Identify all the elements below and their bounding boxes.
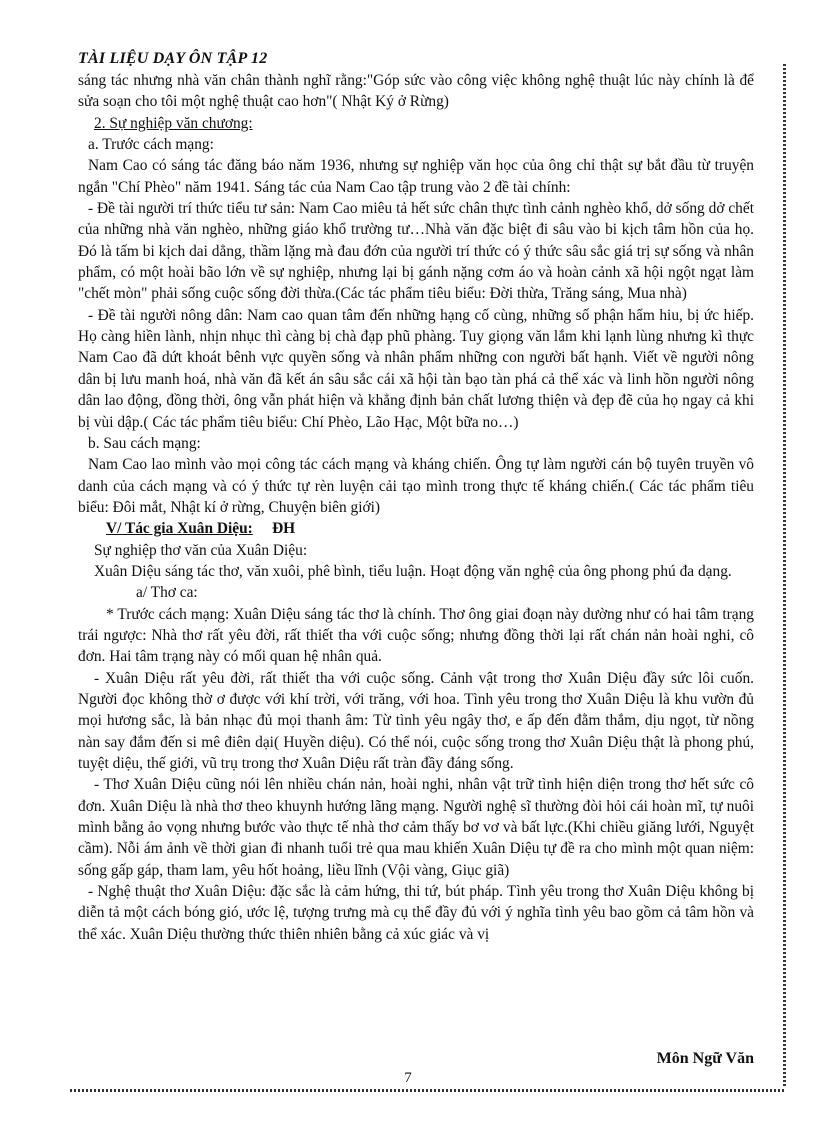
exam-tag: ĐH <box>272 520 296 538</box>
paragraph-xuan-dieu-overview: Xuân Diệu sáng tác thơ, văn xuôi, phê bình, tiểu luận. Hoạt động văn nghệ của ông phong phú đa dạng. <box>94 562 732 580</box>
section-heading-career-text: 2. Sự nghiệp văn chương: <box>94 114 253 132</box>
subheading-before-revolution: a. Trước cách mạng: <box>88 136 214 154</box>
paragraph-peasant-theme: - Đề tài người nông dân: Nam cao quan tâm đến những hạng cố cùng, những số phận hẩm hiu, bị ức hiếp. Họ càng hiền lành, nhịn nhục thì càng bị chà đạp phũ phàng. Tuy giọng văn lắm khi lạnh lùng nhưng kì thực Nam Cao đã dứt khoát bênh vực quyền sống và nhân phẩm những con người bất hạnh. Viết về người nông dân bị lưu manh hoá, nhà văn đã kết án sâu sắc cái xã hội tàn bạo tàn phá cả thể xác và linh hồn người nông dân lao động, đồng thời, ông vẫn phát hiện và khẳng định bản chất lương thiện và đẹp đẽ của họ ngay cả khi bị vùi dập.( Các tác phẩm tiêu biểu: Chí Phèo, Lão Hạc, Một bữa no…) <box>78 306 754 431</box>
page-number: 7 <box>404 1070 412 1086</box>
subheading-xuan-dieu-career: Sự nghiệp thơ văn của Xuân Diệu: <box>94 541 308 559</box>
subheading-after-revolution: b. Sau cách mạng: <box>88 434 201 452</box>
document-header-title: TÀI LIỆU DẠY ÔN TẬP 12 <box>78 50 268 67</box>
paragraph-despair: - Thơ Xuân Diệu cũng nói lên nhiều chán nản, hoài nghi, nhân vật trữ tình hiện diện trong thơ hết sức cô đơn. Xuân Diệu là nhà thơ theo khuynh hướng lãng mạng. Người nghệ sĩ thường đòi hỏi cái hoàn mĩ, tự nuôi mình bằng ảo vọng nhưng bước vào thực tế nhà thơ cảm thấy bơ vơ và bất lực.(Khi chiều giăng lưới, Nguyệt cầm). Nỗi ám ảnh về thời gian đi nhanh tuổi trẻ qua mau khiến Xuân Diệu tự đề ra cho mình một quan niệm: sống gấp gáp, tham lam, yêu hốt hoảng, liều lĩnh (Vội vàng, Giục giã) <box>78 776 754 879</box>
paragraph-after-revolution: Nam Cao lao mình vào mọi công tác cách mạng và kháng chiến. Ông tự làm người cán bộ tuyên truyền vô danh của cách mạng và có ý thức tự rèn luyện cải tạo mình trong thực tế kháng chiến.( Các tác phẩm tiêu biểu: Đôi mắt, Nhật kí ở rừng, Chuyện biên giới) <box>78 456 754 516</box>
paragraph-love-of-life: - Xuân Diệu rất yêu đời, rất thiết tha với cuộc sống. Cảnh vật trong thơ Xuân Diệu đầy sức lôi cuốn. Người đọc không thờ ơ được với khí trời, với trăng, với hoa. Tình yêu trong thơ Xuân Diệu là khu vườn đủ mọi hương sắc, là bản nhạc đủ mọi thanh âm: Từ tình yêu ngây thơ, e ấp đến đằm thắm, dịu ngọt, từ nồng nàn say đắm đến si mê điên dại( Huyền diệu). Có thể nói, cuộc sống trong thơ Xuân Diệu thật là phong phú, tuyệt diệu, thế giới, vũ trụ trong thơ Xuân Diệu rất tràn đầy đáng sống. <box>78 669 754 772</box>
subheading-poetry: a/ Thơ ca: <box>136 584 198 602</box>
paragraph-poetic-art: - Nghệ thuật thơ Xuân Diệu: đặc sắc là cảm hứng, thi tứ, bút pháp. Tình yêu trong thơ Xuân Diệu không bị diễn tả một cách bóng gió, ước lệ, tượng trưng mà cụ thể đầy đủ với ý nghĩa tình yêu bao gồm cả tâm hồn và thể xác. Xuân Diệu thường thức thiên nhiên bằng cả xúc giác và vị <box>78 883 754 943</box>
paragraph-pre-revolution-poetry: * Trước cách mạng: Xuân Diệu sáng tác thơ là chính. Thơ ông giai đoạn này dường như có hai tâm trạng trái ngược: Nhà thơ rất yêu đời, rất thiết tha với cuộc sống; nhưng đồng thời lại rất chán nản hoài nghi, cô đơn. Hai tâm trạng này có mối quan hệ nhân quả. <box>78 605 754 666</box>
page-border-bottom <box>70 1089 786 1092</box>
footer-subject: Môn Ngữ Văn <box>656 1050 754 1067</box>
document-body <box>78 70 754 945</box>
paragraph-nam-cao-overview: Nam Cao có sáng tác đăng báo năm 1936, nhưng sự nghiệp văn học của ông chỉ thật sự bắt đầu từ truyện ngắn "Chí Phèo" năm 1941. Sáng tác của Nam Cao tập trung vào 2 đề tài chính: <box>78 157 754 196</box>
section-heading-xuan-dieu-text: V/ Tác gia Xuân Diệu: <box>106 520 253 538</box>
section-heading-career <box>78 113 754 134</box>
page-border-right <box>783 64 786 1086</box>
paragraph-intro: sáng tác nhưng nhà văn chân thành nghĩ rằng:"Góp sức vào công việc không nghệ thuật lúc này chính là để sửa soạn cho tôi một nghệ thuật cao hơn"( Nhật Ký ở Rừng) <box>78 72 754 111</box>
section-heading-xuan-dieu <box>78 518 754 539</box>
paragraph-intellectual-theme: - Đề tài người trí thức tiểu tư sản: Nam Cao miêu tả hết sức chân thực tình cảnh nghèo khổ, dở sống dở chết của những nhà văn nghèo, những giáo khổ trường tư…Nhà văn đặc biệt đi sâu vào bi kịch tâm hồn của họ. Đó là tấm bi kịch dai dẳng, thầm lặng mà đau đớn của người trí thức có ý thức sâu sắc giá trị sự sống và nhân phẩm, có một hoài bão lớn về sự nghiệp, nhưng lại bị gánh nặng cơm áo và hoàn cảnh xã hội ngột ngạt làm "chết mòn" phải sống cuộc sống đời thừa.(Các tác phẩm tiêu biểu: Đời thừa, Trăng sáng, Mua nhà) <box>78 200 754 303</box>
